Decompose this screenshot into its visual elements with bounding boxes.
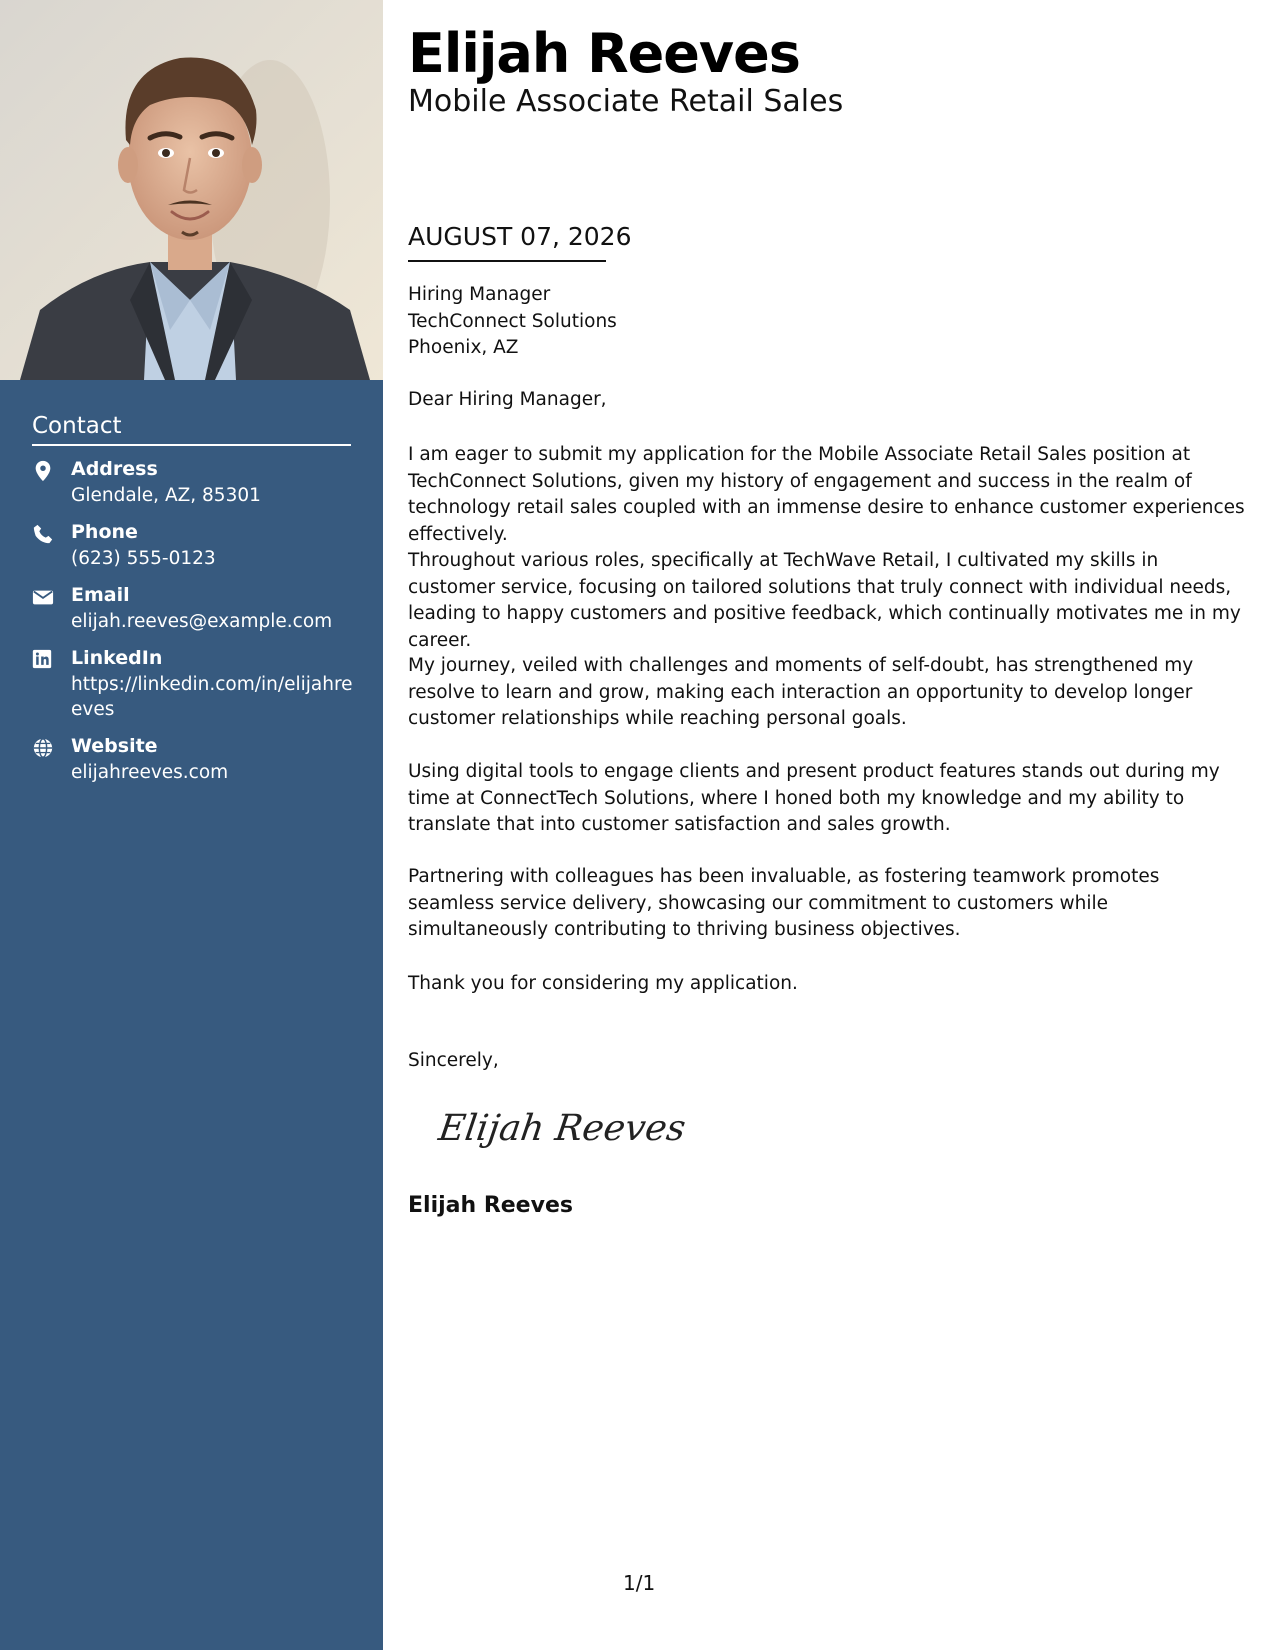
address-value: Glendale, AZ, 85301: [71, 485, 261, 506]
job-title: Mobile Associate Retail Sales: [408, 84, 844, 119]
linkedin-value[interactable]: https://linkedin.com/in/elijahreeves: [71, 674, 353, 720]
body-paragraph: I am eager to submit my application for the Mobile Associate Retail Sales position at TechConnect Solutions, given my history of engagement and success in the realm of technology retail sales coupled with an immense desire to enhance customer experiences effectively.: [408, 444, 1245, 545]
date-underline: [408, 260, 606, 262]
recipient-line: Hiring Manager: [408, 284, 551, 305]
recipient-block: [408, 282, 617, 362]
envelope-icon: [32, 586, 58, 608]
website-label: Website: [71, 735, 158, 757]
email-value[interactable]: elijah.reeves@example.com: [71, 611, 333, 632]
linkedin-icon: [32, 649, 58, 671]
body-paragraph: Using digital tools to engage clients and present product features stands out during my time at ConnectTech Solutions, where I honed both my knowledge and my ability to translate that into customer satisfaction and sales growth.: [408, 761, 1220, 835]
globe-icon: [32, 737, 58, 759]
body-paragraph: Thank you for considering my application.: [408, 973, 798, 994]
phone-label: Phone: [71, 521, 138, 543]
signature: [436, 1100, 689, 1165]
salutation: Dear Hiring Manager,: [408, 389, 607, 410]
svg-text:Elijah Reeves: Elijah Reeves: [436, 1106, 689, 1149]
sidebar: [0, 0, 383, 1650]
recipient-location: Phoenix, AZ: [408, 337, 519, 358]
body-paragraph: Throughout various roles, specifically at TechWave Retail, I cultivated my skills in customer service, focusing on tailored solutions that truly connect with individual needs, leading to happy customers and positive feedback, which continually motivates me in my career.: [408, 550, 1241, 651]
body-paragraph: Partnering with colleagues has been invaluable, as fostering teamwork promotes seamless service delivery, showcasing our commitment to customers while simultaneously contributing to thriving business objectives.: [408, 866, 1160, 940]
recipient-company: TechConnect Solutions: [408, 310, 617, 332]
letter-date: AUGUST 07, 2026: [408, 222, 632, 251]
email-label: Email: [71, 584, 130, 606]
applicant-name: Elijah Reeves: [408, 22, 800, 85]
contact-heading: Contact: [32, 413, 122, 439]
website-value[interactable]: elijahreeves.com: [71, 762, 229, 783]
contact-divider: [32, 444, 351, 446]
closing: Sincerely,: [408, 1050, 499, 1071]
map-pin-icon: [32, 460, 58, 482]
phone-value[interactable]: (623) 555-0123: [71, 548, 216, 569]
linkedin-label: LinkedIn: [71, 647, 163, 669]
profile-photo: [0, 0, 383, 380]
phone-icon: [32, 523, 58, 545]
body-paragraph: My journey, veiled with challenges and moments of self-doubt, has strengthened my resolve to learn and grow, making each interaction an opportunity to develop longer customer relationships while reaching personal goals.: [408, 655, 1194, 729]
address-label: Address: [71, 458, 158, 480]
signed-name: Elijah Reeves: [408, 1193, 573, 1218]
page-number: 1/1: [623, 1571, 656, 1595]
